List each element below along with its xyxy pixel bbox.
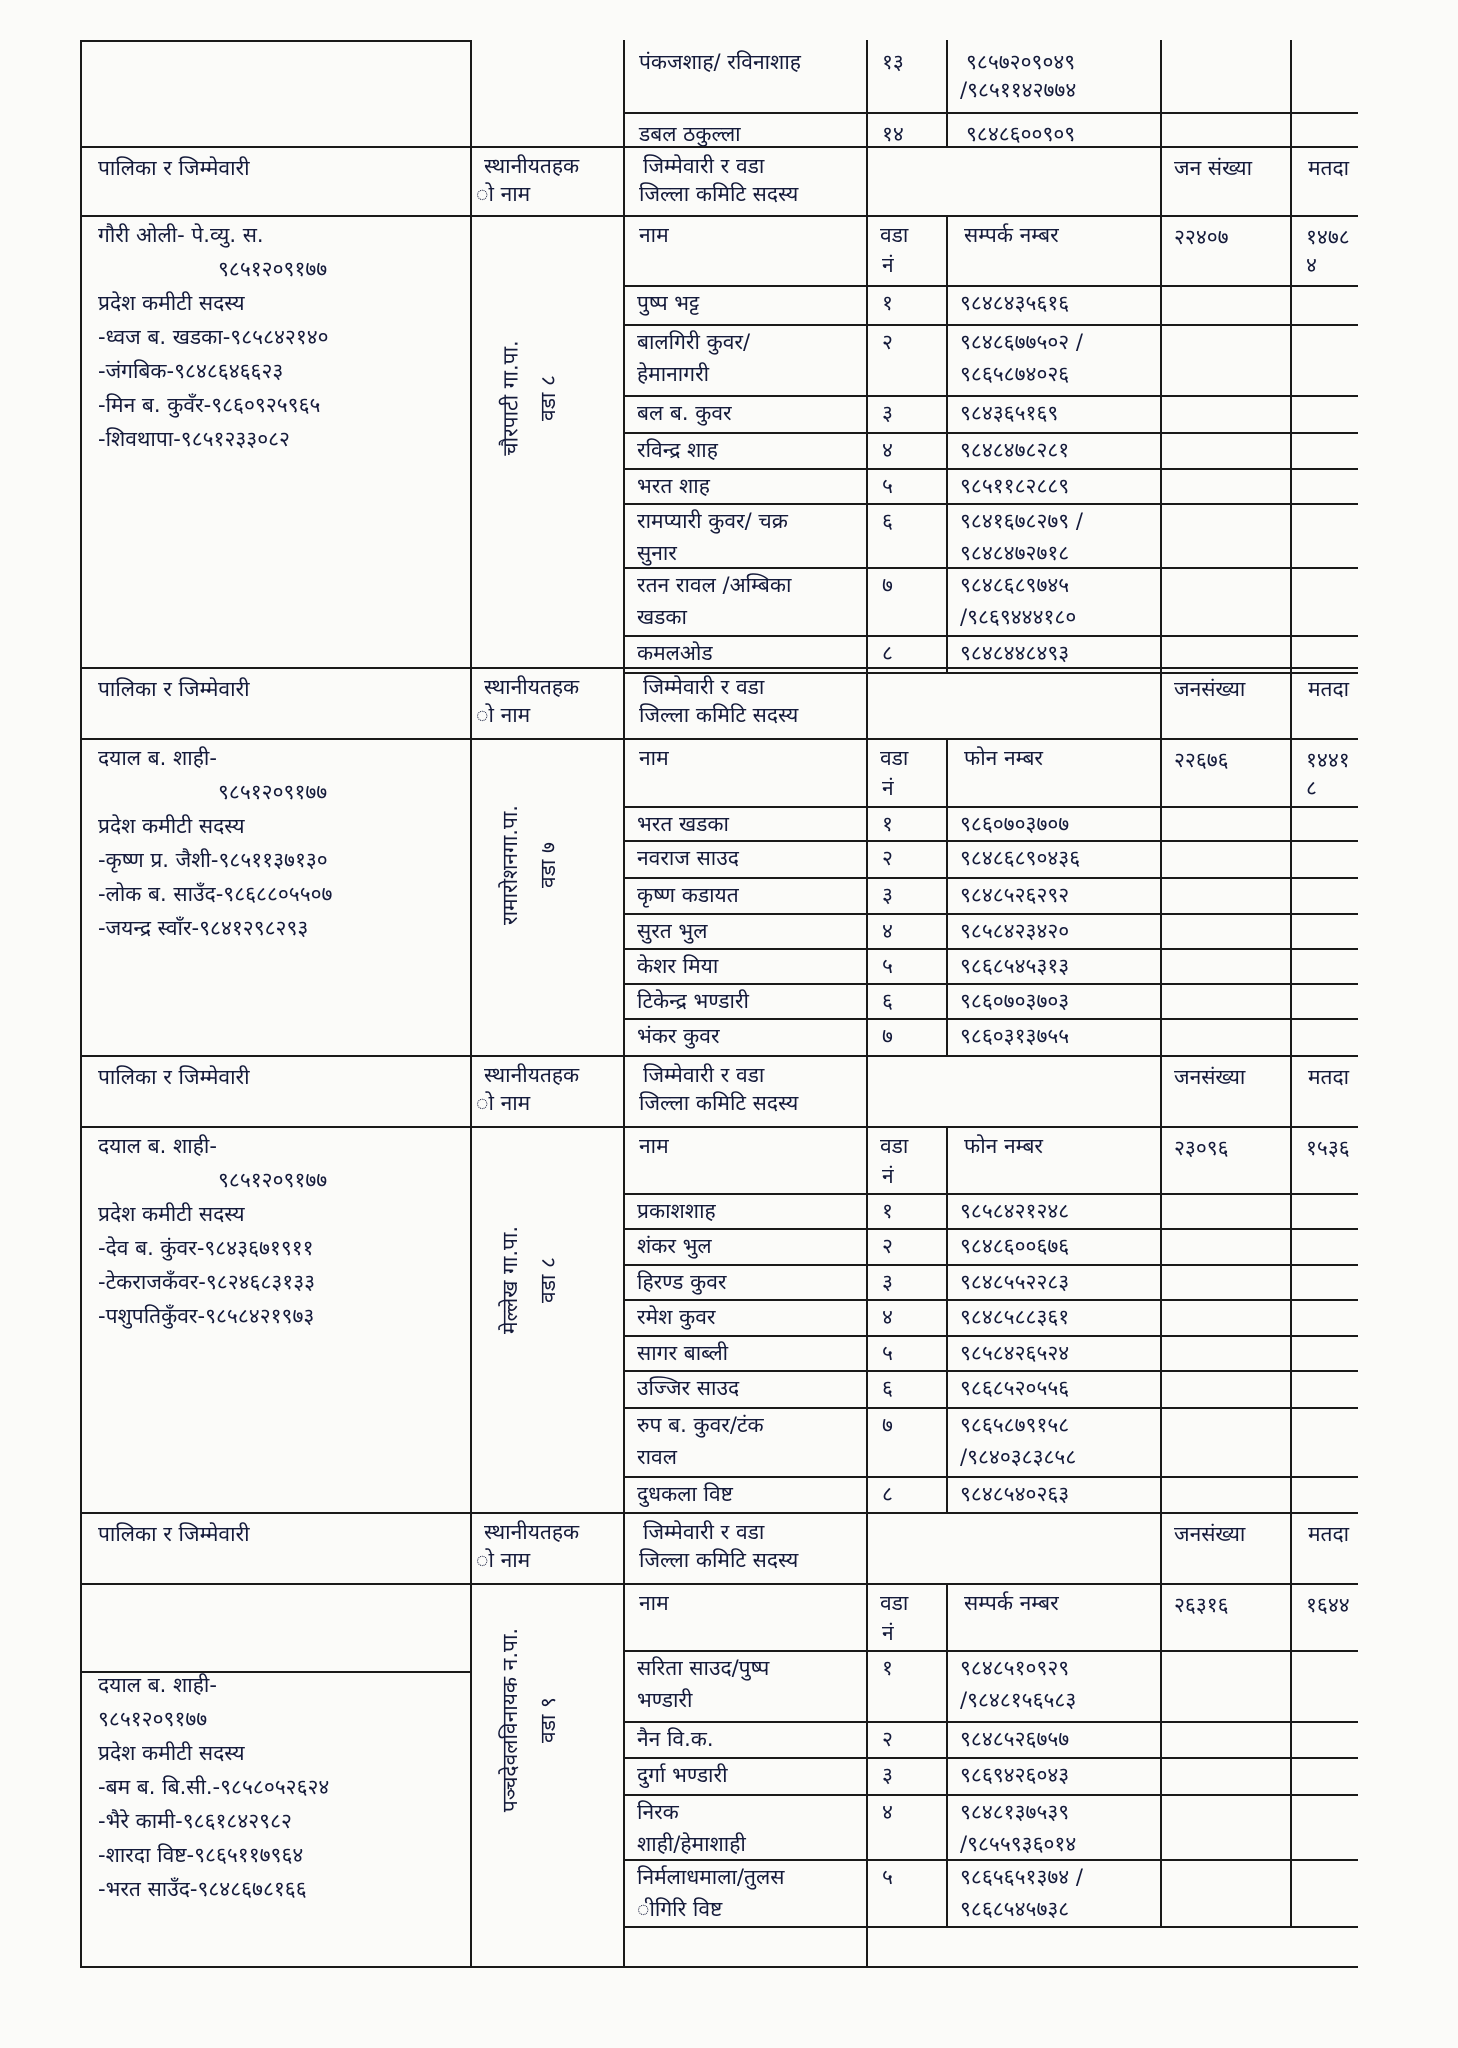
table-row-rule (623, 1859, 1358, 1861)
table-cell-phone: /९८४०३८३८५८ (960, 1445, 1077, 1469)
leader-name: दयाल ब. शाही- (98, 1673, 217, 1697)
section-header-rule (80, 1126, 1358, 1128)
column-header-ward: नं (882, 1164, 894, 1188)
table-cell-name: डबल ठकुल्ला (639, 122, 741, 146)
table-cell-name: हेमानागरी (637, 362, 710, 386)
voters-value: १४४१ (1306, 748, 1350, 772)
table-cell-phone: ९८४८४४८४९३ (960, 641, 1070, 665)
table-cell-phone: ९८५८४२६५२४ (960, 1341, 1070, 1365)
table-column-rule (1160, 1126, 1162, 1512)
table-cell-phone: ९८४८५१०९२९ (960, 1656, 1070, 1680)
table-column-rule (866, 40, 868, 1968)
column-header-voters: मतदा (1308, 677, 1350, 701)
table-row-rule (623, 503, 1358, 505)
column-header-voters: मतदा (1308, 1065, 1350, 1089)
section-header-rule (80, 215, 1358, 217)
column-header-local: स्थानीयतहक (484, 1520, 580, 1544)
table-row-rule (623, 1407, 1358, 1409)
column-header-population: जन संख्या (1174, 156, 1253, 180)
table-cell-phone: /९८५११४२७७४ (960, 78, 1077, 102)
leader-name: दयाल ब. शाही- (98, 1134, 217, 1158)
column-header-local: ो नाम (476, 182, 531, 206)
table-column-rule (1160, 146, 1162, 215)
table-column-rule (946, 1583, 948, 1926)
table-row-rule (623, 1018, 1358, 1020)
table-cell-ward: ७ (882, 1413, 893, 1437)
table-cell-phone: ९८४८४७८२८१ (960, 438, 1070, 462)
committee-member: -जयन्द्र स्वाँर-९८४१२९८२९३ (98, 916, 309, 940)
table-column-rule (946, 1126, 948, 1512)
table-row-rule (623, 1757, 1358, 1759)
table-cell-phone: ९८६५८७९१५८ (960, 1413, 1070, 1437)
table-cell-name: सुरत भुल (637, 919, 708, 943)
table-cell-ward: ७ (882, 573, 893, 597)
table-cell-phone: ९८४८५२६२९२ (960, 883, 1070, 907)
table-cell-phone: ९८५११८२८८९ (960, 474, 1070, 498)
ward-label: वडा ९ (535, 1697, 560, 1744)
table-cell-name: नवराज साउद (637, 846, 739, 870)
table-cell-ward: २ (882, 330, 893, 354)
table-row-rule (623, 1721, 1358, 1723)
table-cell-name: रविन्द्र शाह (637, 438, 718, 462)
committee-member: -पशुपतिकुँवर-९८५८४२१९७३ (98, 1304, 315, 1328)
column-header-local: स्थानीयतहक (484, 154, 580, 178)
column-header-palika: पालिका र जिम्मेवारी (98, 1522, 250, 1546)
committee-member: प्रदेश कमीटी सदस्य (98, 1741, 245, 1765)
table-cell-name: निरक (637, 1800, 679, 1824)
table-row-rule (623, 1476, 1358, 1478)
table-cell-ward: ३ (882, 1763, 893, 1787)
table-cell-ward: ३ (882, 1270, 893, 1294)
committee-member: प्रदेश कमीटी सदस्य (98, 1202, 245, 1226)
table-cell-name: नैन वि.क. (637, 1727, 714, 1751)
table-row-rule (80, 1671, 470, 1673)
voters-value: ८ (1306, 776, 1317, 800)
column-header-voters: मतदा (1308, 1522, 1350, 1546)
table-cell-ward: ४ (882, 1305, 893, 1329)
column-header-local: स्थानीयतहक (484, 675, 580, 699)
table-row-rule (623, 567, 1358, 569)
table-row-rule (623, 840, 1358, 842)
table-cell-name: भण्डारी (637, 1688, 693, 1712)
table-cell-phone: ९८६८५४५७३८ (960, 1897, 1070, 1921)
column-header-ward: वडा (880, 223, 909, 247)
table-cell-phone: ९८४१६७८२७९ / (960, 509, 1083, 533)
table-cell-ward: १ (882, 1656, 893, 1680)
table-row-rule (623, 432, 1358, 434)
table-cell-ward: ५ (882, 1341, 893, 1365)
column-header-name: नाम (639, 1591, 669, 1615)
table-row-rule (623, 468, 1358, 470)
column-header-ward: वडा (880, 746, 909, 770)
table-cell-ward: ५ (882, 954, 893, 978)
table-cell-ward: १ (882, 291, 893, 315)
table-cell-name: सागर बाब्ली (637, 1341, 729, 1365)
table-cell-name: भरत शाह (637, 474, 710, 498)
table-column-rule (1290, 40, 1292, 146)
table-cell-name: पंकजशाह/ रविनाशाह (639, 50, 801, 74)
population-value: २२६७६ (1174, 748, 1229, 772)
table-cell-ward: ३ (882, 401, 893, 425)
section-header-rule (80, 1055, 1358, 1057)
table-cell-phone: ९८६८५२०५५६ (960, 1376, 1070, 1400)
table-cell-ward: २ (882, 846, 893, 870)
column-header-voters: मतदा (1308, 156, 1350, 180)
table-row-rule (623, 913, 1358, 915)
table-cell-name: रतन रावल /अम्बिका (637, 573, 792, 597)
column-header-responsibility: जिम्मेवारी र वडा (643, 675, 765, 699)
table-column-rule (946, 215, 948, 672)
column-header-local: ो नाम (476, 703, 531, 727)
table-row-rule (623, 1335, 1358, 1337)
table-cell-name: बल ब. कुवर (637, 401, 732, 425)
column-header-responsibility: जिम्मेवारी र वडा (643, 1063, 765, 1087)
table-column-rule (1290, 1512, 1292, 1926)
table-cell-phone: /९८५५९३६०१४ (960, 1832, 1077, 1856)
table-cell-ward: ३ (882, 883, 893, 907)
column-header-name: नाम (639, 223, 669, 247)
table-cell-phone: ९८६०३१३७५५ (960, 1024, 1070, 1048)
ward-label: वडा ८ (535, 374, 560, 421)
table-cell-phone: ९८४८६८९०४३६ (960, 846, 1081, 870)
table-column-rule (1160, 738, 1162, 1055)
table-cell-name: उज्जिर साउद (637, 1376, 740, 1400)
leader-name: दयाल ब. शाही- (98, 746, 217, 770)
table-row-rule (623, 1299, 1358, 1301)
column-header-phone: सम्पर्क नम्बर (964, 1591, 1059, 1615)
table-cell-ward: ४ (882, 1800, 893, 1824)
table-column-rule (1290, 146, 1292, 672)
column-header-name: नाम (639, 746, 669, 770)
table-cell-phone: ९८४८६८९७४५ (960, 573, 1070, 597)
column-header-local: स्थानीयतहक (484, 1063, 580, 1087)
table-cell-name: रावल (637, 1445, 677, 1469)
table-row-rule (623, 806, 1358, 808)
table-row-rule (623, 324, 1358, 326)
table-cell-ward: ६ (882, 989, 893, 1013)
table-cell-phone: ९८६०७०३७०३ (960, 989, 1070, 1013)
table-cell-ward: १ (882, 1199, 893, 1223)
column-header-palika: पालिका र जिम्मेवारी (98, 677, 250, 701)
column-header-ward: वडा (880, 1591, 909, 1615)
table-row-rule (623, 948, 1358, 950)
table-cell-name: शंकर भुल (637, 1234, 712, 1258)
table-left-border (80, 40, 82, 1968)
table-cell-ward: २ (882, 1727, 893, 1751)
table-cell-phone: ९८५८४२३४२० (960, 919, 1070, 943)
table-row-rule (623, 1926, 1358, 1928)
table-row-rule (623, 1370, 1358, 1372)
table-cell-name: भरत खडका (637, 812, 729, 836)
committee-member: प्रदेश कमीटी सदस्य (98, 291, 245, 315)
committee-member: प्रदेश कमीटी सदस्य (98, 814, 245, 838)
table-cell-phone: ९८४८६७७५०२ / (960, 330, 1083, 354)
table-row-rule (623, 1794, 1358, 1796)
population-value: २२४०७ (1174, 225, 1229, 249)
table-cell-name: हिरण्ड कुवर (637, 1270, 727, 1294)
table-column-rule (1160, 667, 1162, 738)
table-cell-ward: ४ (882, 438, 893, 462)
table-bottom-border (470, 1966, 1358, 1968)
table-cell-name: प्रकाशशाह (637, 1199, 716, 1223)
table-cell-ward: ८ (882, 1482, 893, 1506)
column-header-ward: नं (882, 776, 894, 800)
local-body-name: पञ्चदेवलविनायक न.पा. (498, 1628, 523, 1813)
table-cell-phone: ९८५७२०९०४९ (966, 50, 1076, 74)
table-cell-phone: ९८४८५८८३६१ (960, 1305, 1070, 1329)
table-cell-phone: ९८६५६५१३७४ / (960, 1865, 1083, 1889)
table-column-rule (1160, 1055, 1162, 1126)
column-header-ward: नं (882, 1621, 894, 1645)
column-header-local: ो नाम (476, 1091, 531, 1115)
voters-value: १४७८ (1306, 225, 1350, 249)
table-cell-phone: ९८५८४२१२४८ (960, 1199, 1070, 1223)
committee-member: ९८५१२०९१७७ (218, 780, 328, 804)
committee-member: -बम ब. बि.सी.-९८५८०५२६२४ (98, 1775, 330, 1799)
table-column-rule (1160, 40, 1162, 146)
voters-value: १५३६ (1306, 1136, 1350, 1160)
table-column-rule (946, 738, 948, 1055)
table-column-rule (623, 40, 625, 1968)
table-cell-phone: ९८४८५५२२८३ (960, 1270, 1070, 1294)
table-cell-phone: ९८४८५२६७५७ (960, 1727, 1070, 1751)
table-cell-name: दुर्गा भण्डारी (637, 1763, 728, 1787)
column-header-phone: फोन नम्बर (964, 746, 1044, 770)
column-header-committee: जिल्ला कमिटि सदस्य (639, 1091, 799, 1115)
table-cell-name: रामप्यारी कुवर/ चक्र (637, 509, 788, 533)
section-header-rule (80, 1583, 1358, 1585)
column-header-population: जनसंख्या (1174, 677, 1246, 701)
column-header-name: नाम (639, 1134, 669, 1158)
column-header-population: जनसंख्या (1174, 1522, 1246, 1546)
committee-member: -भरत साउँद-९८४८६७८१६६ (98, 1877, 307, 1901)
table-cell-name: शाही/हेमाशाही (637, 1832, 746, 1856)
section-header-rule (80, 146, 1358, 148)
ward-label: वडा ८ (535, 1257, 560, 1304)
table-cell-ward: ८ (882, 641, 893, 665)
table-top-border (80, 40, 472, 42)
column-header-phone: फोन नम्बर (964, 1134, 1044, 1158)
section-header-rule (80, 738, 1358, 740)
table-cell-ward: १४ (882, 122, 904, 146)
column-header-ward: नं (882, 253, 894, 277)
local-body-name: रामारोशनगा.पा. (497, 804, 522, 925)
table-cell-ward: ४ (882, 919, 893, 943)
column-header-committee: जिल्ला कमिटि सदस्य (639, 182, 799, 206)
committee-member: ९८५१२०९१७७ (98, 1707, 208, 1731)
table-cell-name: केशर मिया (637, 954, 719, 978)
population-value: २६३१६ (1174, 1593, 1229, 1617)
leader-name: गौरी ओली- पे.व्यु. स. (98, 223, 264, 247)
table-cell-name: टिकेन्द्र भण्डारी (637, 989, 749, 1013)
table-column-rule (1160, 1583, 1162, 1926)
table-cell-ward: ७ (882, 1024, 893, 1048)
table-cell-phone: ९८६५८७४०२६ (960, 362, 1070, 386)
table-cell-phone: ९८४३६५१६९ (960, 401, 1059, 425)
table-column-rule (1290, 667, 1292, 1055)
committee-member: -मिन ब. कुवँर-९८६०९२५९६५ (98, 393, 321, 417)
table-cell-ward: १ (882, 812, 893, 836)
table-cell-name: रुप ब. कुवर/टंक (637, 1413, 764, 1437)
table-cell-phone: ९८४८६००६७६ (960, 1234, 1070, 1258)
column-header-responsibility: जिम्मेवारी र वडा (643, 154, 765, 178)
population-value: २३०९६ (1174, 1136, 1229, 1160)
section-header-rule (80, 667, 1358, 669)
table-cell-name: कृष्ण कडायत (637, 883, 739, 907)
table-cell-ward: ५ (882, 474, 893, 498)
table-cell-ward: २ (882, 1234, 893, 1258)
committee-member: ९८५१२०९१७७ (218, 257, 328, 281)
table-cell-name: रमेश कुवर (637, 1305, 716, 1329)
column-header-responsibility: जिम्मेवारी र वडा (643, 1520, 765, 1544)
table-cell-name: दुधकला विष्ट (637, 1482, 733, 1506)
voters-value: ४ (1306, 253, 1317, 277)
table-cell-phone: ९८४८१३७५३९ (960, 1800, 1070, 1824)
table-cell-name: बालगिरी कुवर/ (637, 330, 751, 354)
table-cell-phone: ९८४८६००९०९ (966, 122, 1076, 146)
table-cell-ward: १३ (882, 50, 904, 74)
committee-member: -लोक ब. साउँद-९८६८८०५५०७ (98, 882, 333, 906)
table-column-rule (946, 40, 948, 146)
table-cell-name: निर्मलाधमाला/तुलस (637, 1865, 785, 1889)
column-header-ward: वडा (880, 1134, 909, 1158)
committee-member: ९८५१२०९१७७ (218, 1168, 328, 1192)
table-cell-phone: ९८६८५४५३१३ (960, 954, 1070, 978)
table-column-rule (1160, 215, 1162, 672)
committee-member: -शिवथापा-९८५१२३३०८२ (98, 427, 290, 451)
table-cell-phone: ९८४८५४०२६३ (960, 1482, 1070, 1506)
table-cell-phone: ९८६९४२६०४३ (960, 1763, 1070, 1787)
committee-member: -ध्वज ब. खडका-९८५८४२१४० (98, 325, 329, 349)
table-cell-name: खडका (637, 605, 687, 629)
table-row-rule (623, 1228, 1358, 1230)
column-header-committee: जिल्ला कमिटि सदस्य (639, 703, 799, 727)
table-row-rule (623, 877, 1358, 879)
table-row-rule (623, 1650, 1358, 1652)
table-column-rule (1290, 1055, 1292, 1512)
table-row-rule (623, 983, 1358, 985)
table-cell-name: भंकर कुवर (637, 1024, 720, 1048)
table-row-rule (623, 112, 1358, 114)
local-body-name: चौरपाटी गा.पा. (498, 340, 523, 456)
column-header-phone: सम्पर्क नम्बर (964, 223, 1059, 247)
column-header-population: जनसंख्या (1174, 1065, 1246, 1089)
committee-member: -शारदा विष्ट-९८६५११७९६४ (98, 1843, 304, 1867)
table-cell-phone: ९८६०७०३७०७ (960, 812, 1070, 836)
table-cell-ward: ६ (882, 509, 893, 533)
table-cell-ward: ५ (882, 1865, 893, 1889)
committee-member: -देव ब. कुंवर-९८४३६७१९११ (98, 1236, 314, 1260)
table-column-rule (470, 40, 472, 1968)
column-header-local: ो नाम (476, 1548, 531, 1572)
table-cell-phone: /९८४८१५६५८३ (960, 1688, 1077, 1712)
table-cell-name: सरिता साउद/पुष्प (637, 1656, 770, 1680)
table-column-rule (1160, 1512, 1162, 1583)
voters-value: १६४४ (1306, 1593, 1350, 1617)
ward-label: वडा ७ (535, 841, 560, 888)
committee-member: -जंगबिक-९८४८६४६६२३ (98, 359, 284, 383)
local-body-name: मेल्लेख गा.पा. (498, 1226, 523, 1335)
table-cell-name: सुनार (637, 541, 677, 565)
table-cell-name: पुष्प भट्ट (637, 291, 700, 315)
table-bottom-border (80, 1966, 472, 1968)
committee-member: -कृष्ण प्र. जैशी-९८५११३७१३० (98, 848, 328, 872)
table-cell-phone: /९८६९४४४१८० (960, 605, 1077, 629)
committee-member: -भैरे कामी-९८६१८४२९८२ (98, 1809, 292, 1833)
table-row-rule (623, 635, 1358, 637)
table-cell-name: कमलओड (637, 641, 713, 665)
table-row-rule (623, 1264, 1358, 1266)
column-header-committee: जिल्ला कमिटि सदस्य (639, 1548, 799, 1572)
committee-member: -टेकराजकँवर-९८२४६८३१३३ (98, 1270, 316, 1294)
table-cell-ward: ६ (882, 1376, 893, 1400)
table-row-rule (623, 285, 1358, 287)
section-header-rule (80, 1512, 1358, 1514)
table-cell-phone: ९८४८४७२७१८ (960, 541, 1070, 565)
table-cell-name: ीगिरि विष्ट (637, 1897, 723, 1921)
table-row-rule (623, 395, 1358, 397)
table-cell-phone: ९८४८४३५६१६ (960, 291, 1070, 315)
column-header-palika: पालिका र जिम्मेवारी (98, 156, 250, 180)
table-row-rule (623, 1193, 1358, 1195)
column-header-palika: पालिका र जिम्मेवारी (98, 1065, 250, 1089)
